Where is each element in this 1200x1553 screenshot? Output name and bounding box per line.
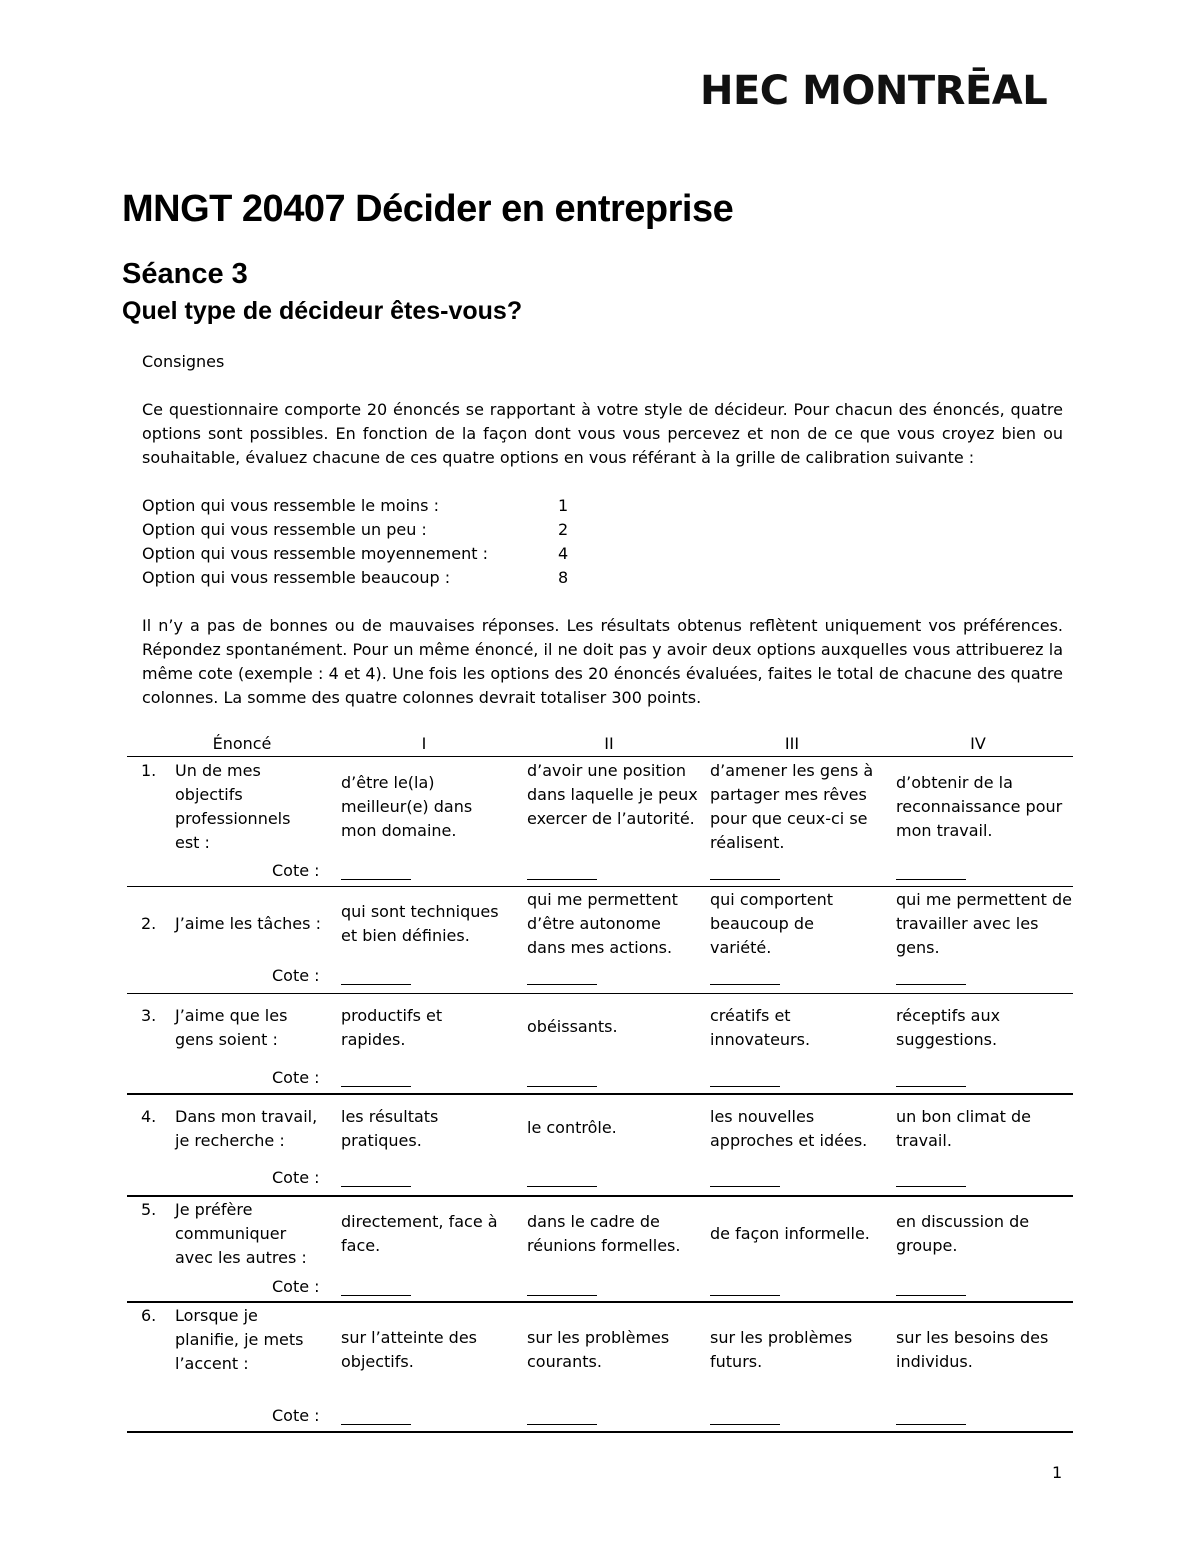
statement-number: 5. bbox=[141, 1200, 157, 1219]
statement-text: Dans mon travail, je recherche : bbox=[175, 1107, 318, 1150]
calibration-label: Option qui vous ressemble moyennement : bbox=[142, 544, 488, 563]
option-2: obéissants. bbox=[527, 1017, 618, 1036]
cote-blank-3[interactable] bbox=[710, 879, 780, 880]
calibration-row bbox=[142, 542, 582, 566]
calibration-value: 2 bbox=[558, 520, 569, 539]
cote-blank-3[interactable] bbox=[710, 1295, 780, 1296]
cote-label: Cote : bbox=[272, 966, 320, 985]
session-subtitle: Quel type de décideur êtes-vous? bbox=[122, 297, 523, 325]
cote-blank-3[interactable] bbox=[710, 1086, 780, 1087]
option-2: d’avoir une position dans laquelle je peux exercer de l’autorité. bbox=[527, 761, 698, 828]
cote-blank-1[interactable] bbox=[341, 1295, 411, 1296]
cote-label: Cote : bbox=[272, 1168, 320, 1187]
option-1: qui sont techniques et bien définies. bbox=[341, 902, 499, 945]
cote-blank-2[interactable] bbox=[527, 1424, 597, 1425]
cote-blank-1[interactable] bbox=[341, 984, 411, 985]
table-row bbox=[127, 1195, 1073, 1301]
calibration-row bbox=[142, 494, 582, 518]
table-row bbox=[127, 756, 1073, 886]
cote-blank-1[interactable] bbox=[341, 1086, 411, 1087]
option-1: productifs et rapides. bbox=[341, 1006, 443, 1049]
cote-blank-2[interactable] bbox=[527, 1086, 597, 1087]
statement-text: Lorsque je planifie, je mets l’accent : bbox=[175, 1306, 304, 1373]
statement-number: 4. bbox=[141, 1107, 157, 1126]
option-2: dans le cadre de réunions formelles. bbox=[527, 1212, 681, 1255]
header-col-4: IV bbox=[970, 734, 986, 753]
cote-blank-3[interactable] bbox=[710, 1424, 780, 1425]
calibration-row bbox=[142, 566, 582, 590]
option-3: qui comportent beaucoup de variété. bbox=[710, 890, 834, 957]
calibration-value: 8 bbox=[558, 568, 569, 587]
consignes-intro: Ce questionnaire comporte 20 énoncés se rapportant à votre style de décideur. Pour chacun des énoncés, quatre options sont possibles. En fonction de la façon dont vous vous percevez et non de ce que vous croyez bien ou souhaitable, évaluez chacune de ces quatre options en vous référant à la grille de calibration suivante : bbox=[142, 400, 1063, 467]
cote-blank-3[interactable] bbox=[710, 984, 780, 985]
session-heading: Séance 3 bbox=[122, 258, 248, 290]
cote-label: Cote : bbox=[272, 861, 320, 880]
cote-blank-4[interactable] bbox=[896, 879, 966, 880]
option-4: un bon climat de travail. bbox=[896, 1107, 1031, 1150]
option-2: qui me permettent d’être autonome dans mes actions. bbox=[527, 890, 678, 957]
table-row bbox=[127, 1301, 1073, 1431]
header-col-1: I bbox=[421, 734, 427, 753]
cote-label: Cote : bbox=[272, 1406, 320, 1425]
option-1: d’être le(la) meilleur(e) dans mon domaine. bbox=[341, 773, 473, 840]
page-number: 1 bbox=[1052, 1463, 1063, 1482]
cote-blank-4[interactable] bbox=[896, 1186, 966, 1187]
option-4: d’obtenir de la reconnaissance pour mon travail. bbox=[896, 773, 1063, 840]
cote-blank-2[interactable] bbox=[527, 879, 597, 880]
option-2: sur les problèmes courants. bbox=[527, 1328, 670, 1371]
hec-montreal-logo: HEC MONTRĒAL bbox=[700, 68, 1048, 114]
table-row bbox=[127, 886, 1073, 993]
calibration-label: Option qui vous ressemble le moins : bbox=[142, 496, 439, 515]
option-1: sur l’atteinte des objectifs. bbox=[341, 1328, 477, 1371]
option-3: d’amener les gens à partager mes rêves pour que ceux-ci se réalisent. bbox=[710, 761, 874, 852]
calibration-value: 1 bbox=[558, 496, 569, 515]
option-4: qui me permettent de travailler avec les gens. bbox=[896, 890, 1072, 957]
statement-text: J’aime les tâches : bbox=[175, 914, 321, 933]
table-row bbox=[127, 1093, 1073, 1195]
option-2: le contrôle. bbox=[527, 1118, 617, 1137]
table-bottom-rule bbox=[127, 1431, 1073, 1433]
option-4: sur les besoins des individus. bbox=[896, 1328, 1049, 1371]
statement-number: 1. bbox=[141, 761, 157, 780]
cote-blank-2[interactable] bbox=[527, 1186, 597, 1187]
cote-label: Cote : bbox=[272, 1277, 320, 1296]
statement-number: 6. bbox=[141, 1306, 157, 1325]
cote-label: Cote : bbox=[272, 1068, 320, 1087]
questionnaire-table bbox=[127, 732, 1073, 1433]
calibration-row bbox=[142, 518, 582, 542]
calibration-value: 4 bbox=[558, 544, 569, 563]
option-3: de façon informelle. bbox=[710, 1224, 870, 1243]
option-3: créatifs et innovateurs. bbox=[710, 1006, 811, 1049]
header-enonce: Énoncé bbox=[212, 734, 272, 753]
calibration-label: Option qui vous ressemble beaucoup : bbox=[142, 568, 451, 587]
option-4: en discussion de groupe. bbox=[896, 1212, 1030, 1255]
cote-blank-4[interactable] bbox=[896, 1295, 966, 1296]
cote-blank-2[interactable] bbox=[527, 984, 597, 985]
course-title: MNGT 20407 Décider en entreprise bbox=[122, 188, 734, 230]
table-row bbox=[127, 993, 1073, 1093]
option-1: directement, face à face. bbox=[341, 1212, 498, 1255]
header-col-2: II bbox=[604, 734, 614, 753]
cote-blank-1[interactable] bbox=[341, 1424, 411, 1425]
cote-blank-4[interactable] bbox=[896, 1424, 966, 1425]
header-col-3: III bbox=[784, 734, 800, 753]
statement-text: Un de mes objectifs professionnels est : bbox=[175, 761, 291, 852]
cote-blank-3[interactable] bbox=[710, 1186, 780, 1187]
cote-blank-2[interactable] bbox=[527, 1295, 597, 1296]
calibration-grid bbox=[142, 494, 582, 590]
cote-blank-1[interactable] bbox=[341, 879, 411, 880]
cote-blank-4[interactable] bbox=[896, 984, 966, 985]
consignes-notes: Il n’y a pas de bonnes ou de mauvaises réponses. Les résultats obtenus reflètent uniquement vos préférences. Répondez spontanément. Pour un même énoncé, il ne doit pas y avoir deux options auxquelles vous attribuerez la même cote (exemple : 4 et 4). Une fois les options des 20 énoncés évaluées, faites le total de chacune des quatre colonnes. La somme des quatre colonnes devrait totaliser 300 points. bbox=[142, 616, 1063, 707]
option-3: les nouvelles approches et idées. bbox=[710, 1107, 868, 1150]
consignes-heading: Consignes bbox=[142, 352, 225, 371]
statement-text: J’aime que les gens soient : bbox=[175, 1006, 288, 1049]
option-4: réceptifs aux suggestions. bbox=[896, 1006, 1001, 1049]
statement-number: 2. bbox=[141, 914, 157, 933]
option-3: sur les problèmes futurs. bbox=[710, 1328, 853, 1371]
table-header bbox=[127, 732, 1073, 756]
calibration-label: Option qui vous ressemble un peu : bbox=[142, 520, 427, 539]
cote-blank-4[interactable] bbox=[896, 1086, 966, 1087]
statement-number: 3. bbox=[141, 1006, 157, 1025]
option-1: les résultats pratiques. bbox=[341, 1107, 439, 1150]
cote-blank-1[interactable] bbox=[341, 1186, 411, 1187]
statement-text: Je préfère communiquer avec les autres : bbox=[175, 1200, 307, 1267]
